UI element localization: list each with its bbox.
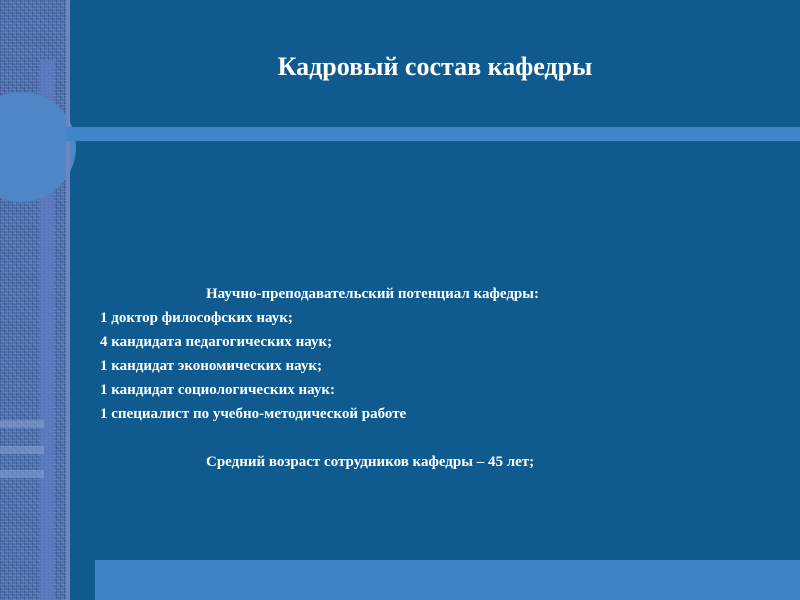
strip-divider <box>66 0 70 600</box>
content-summary: Средний возраст сотрудников кафедры – 45 лет; <box>206 454 535 470</box>
list-item: 1 кандидат социологических наук: <box>100 382 335 398</box>
list-item: 1 специалист по учебно-методической работе <box>100 406 407 422</box>
title-underline-bar <box>66 127 800 141</box>
list-item: 1 кандидат экономических наук; <box>100 358 323 374</box>
decorative-line <box>0 470 44 478</box>
list-item: 1 доктор философских наук; <box>100 310 293 326</box>
slide-content <box>100 282 700 474</box>
decorative-line <box>0 446 44 454</box>
slide-title: Кадровый состав кафедры <box>277 52 593 81</box>
decorative-textured-strip <box>0 0 66 600</box>
content-heading: Научно-преподавательский потенциал кафедры: <box>206 286 539 302</box>
decorative-line <box>0 420 44 428</box>
spacer <box>100 426 700 450</box>
bottom-decorative-bar <box>95 560 800 600</box>
list-item: 4 кандидата педагогических наук; <box>100 334 333 350</box>
